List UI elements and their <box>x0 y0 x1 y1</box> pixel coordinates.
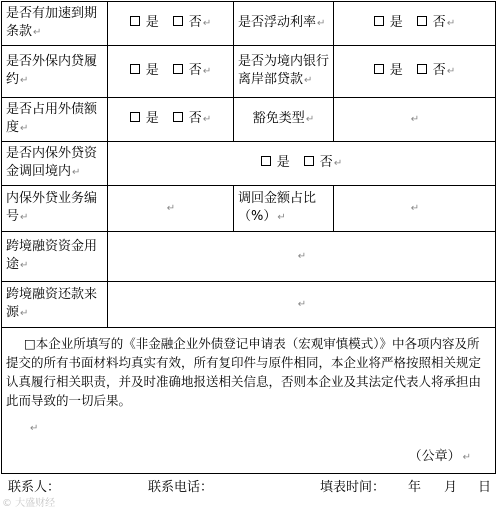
accel-due-no-option[interactable]: 否 <box>173 15 202 30</box>
foreign-guarantee-options: 是 否↵ <box>108 46 234 98</box>
floating-rate-label: 是否浮动利率↵ <box>234 2 334 46</box>
accel-due-options: 是 否↵ <box>108 2 234 46</box>
source-watermark: © 大盛财经 <box>2 498 56 509</box>
declaration-text[interactable]: □本企业所填写的《非金融企业外债登记申请表（宏观审慎模式）》中各项内容及所提交的所有书面材料均真实有效，所有复印件与原件相同，本企业将严格按照相关规定认真履行相关职责，并及时准确地报送相关信息，否则本企业及其法定代表人将承担由此而导致的一切后果。 <box>6 336 482 408</box>
foreign-debt-quota-no-option[interactable]: 否 <box>173 111 202 126</box>
foreign-guarantee-yes-checkbox[interactable] <box>130 64 140 74</box>
accel-due-yes-checkbox[interactable] <box>130 16 140 26</box>
fund-usage-field[interactable]: ↵ <box>108 232 496 282</box>
foreign-debt-quota-label: 是否占用外债额度↵ <box>2 98 108 142</box>
fill-date-label: 填表时间： <box>320 480 386 495</box>
foreign-debt-quota-yes-option[interactable]: 是 <box>130 111 159 126</box>
floating-rate-yes-checkbox[interactable] <box>374 16 384 26</box>
company-seal-label: （公章） ↵ <box>408 449 471 464</box>
form-row-repayment-source <box>2 282 496 328</box>
offshore-branch-loan-label: 是否为境内银行离岸部贷款↵ <box>234 46 334 98</box>
floating-rate-no-checkbox[interactable] <box>417 16 427 26</box>
foreign-guarantee-no-checkbox[interactable] <box>173 64 183 74</box>
repatriation-yes-checkbox[interactable] <box>261 156 271 166</box>
form-row-guarantee-offshore <box>2 46 496 98</box>
floating-rate-options: 是 否↵ <box>334 2 496 46</box>
exempt-type-field[interactable]: ↵ <box>334 98 496 142</box>
repayment-source-field[interactable]: ↵ <box>108 282 496 328</box>
repatriation-ratio-label: 调回金额占比（%）↵ <box>234 186 334 232</box>
form-row-accel-float <box>2 2 496 46</box>
declaration-cell <box>2 328 496 474</box>
form-row-declaration <box>2 328 496 474</box>
guarantee-no-label: 内保外贷业务编号↵ <box>2 186 108 232</box>
contact-phone-label: 联系电话： <box>148 480 214 495</box>
repatriation-no-option[interactable]: 否 <box>304 155 333 170</box>
contact-person-label: 联系人： <box>8 480 61 495</box>
foreign-guarantee-yes-option[interactable]: 是 <box>130 63 159 78</box>
repatriation-options: 是 否↵ <box>108 142 496 186</box>
foreign-guarantee-no-option[interactable]: 否 <box>173 63 202 78</box>
form-row-fund-usage <box>2 232 496 282</box>
form-row-quota-exempt <box>2 98 496 142</box>
offshore-branch-loan-no-option[interactable]: 否 <box>417 63 446 78</box>
form-footer <box>8 476 494 494</box>
accel-due-label: 是否有加速到期条款↵ <box>2 2 108 46</box>
floating-rate-no-option[interactable]: 否 <box>417 15 446 30</box>
repatriation-yes-option[interactable]: 是 <box>261 155 290 170</box>
foreign-guarantee-label: 是否外保内贷履约↵ <box>2 46 108 98</box>
repatriation-no-checkbox[interactable] <box>304 156 314 166</box>
offshore-branch-loan-options: 是 否↵ <box>334 46 496 98</box>
foreign-debt-quota-yes-checkbox[interactable] <box>130 112 140 122</box>
guarantee-no-field[interactable]: ↵ <box>108 186 234 232</box>
offshore-branch-loan-no-checkbox[interactable] <box>417 64 427 74</box>
repatriation-ratio-field[interactable]: ↵ <box>334 186 496 232</box>
date-month-label: 月 <box>444 480 458 495</box>
fund-usage-label: 跨境融资资金用途↵ <box>2 232 108 282</box>
form-row-guarantee-ratio <box>2 186 496 232</box>
offshore-branch-loan-yes-checkbox[interactable] <box>374 64 384 74</box>
foreign-debt-quota-no-checkbox[interactable] <box>173 112 183 122</box>
offshore-branch-loan-yes-option[interactable]: 是 <box>374 63 403 78</box>
date-day-label: 日 <box>478 480 492 495</box>
exempt-type-label: 豁免类型↵ <box>234 98 334 142</box>
form-row-repatriation <box>2 142 496 186</box>
declaration-enter-mark: ↵ <box>30 423 39 434</box>
foreign-debt-form-table <box>1 1 496 474</box>
accel-due-yes-option[interactable]: 是 <box>130 15 159 30</box>
date-year-label: 年 <box>408 480 422 495</box>
foreign-debt-quota-options: 是 否↵ <box>108 98 234 142</box>
floating-rate-yes-option[interactable]: 是 <box>374 15 403 30</box>
repatriation-label: 是否内保外贷资金调回境内↵ <box>2 142 108 186</box>
repayment-source-label: 跨境融资还款来源↵ <box>2 282 108 328</box>
accel-due-no-checkbox[interactable] <box>173 16 183 26</box>
